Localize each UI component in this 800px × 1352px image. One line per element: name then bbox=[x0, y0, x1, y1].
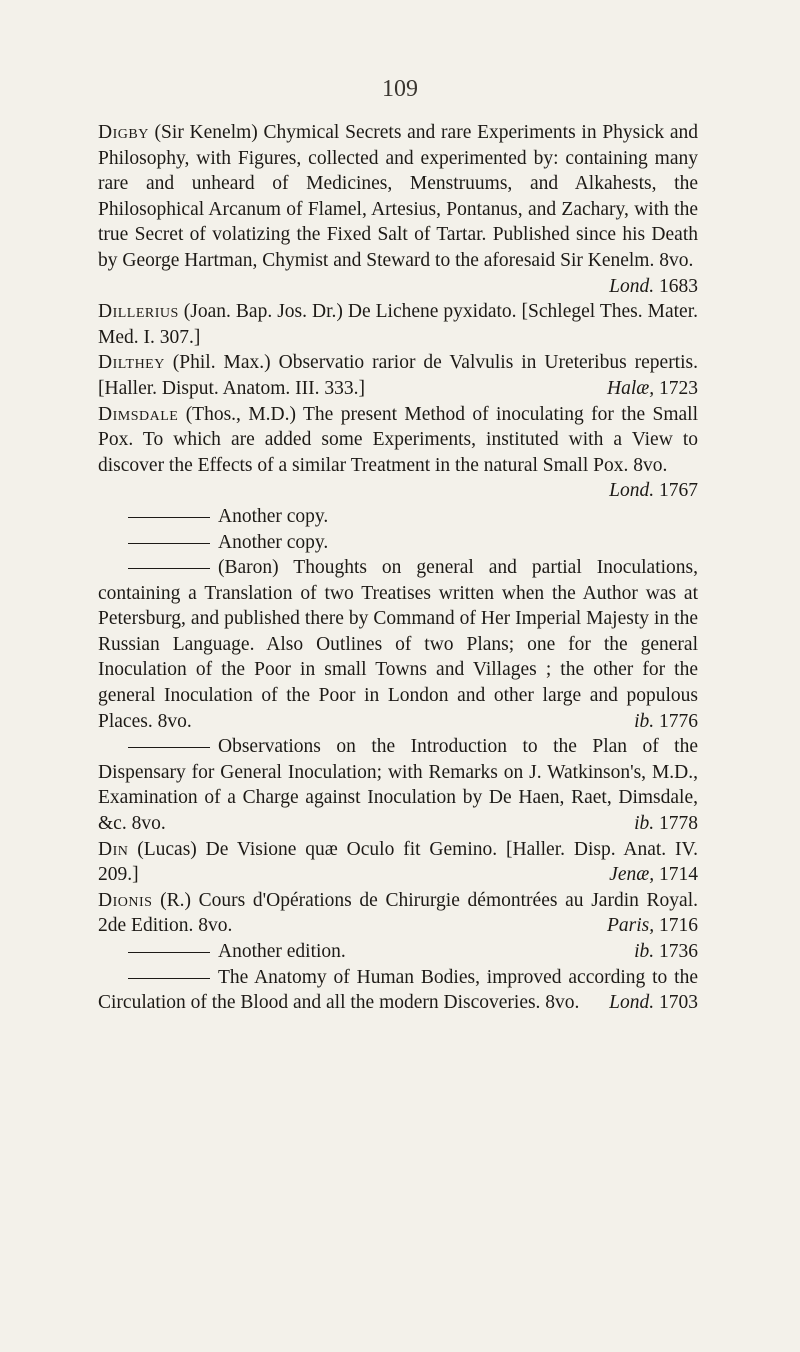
catalogue-entry bbox=[98, 734, 698, 836]
entry-imprint bbox=[609, 478, 698, 504]
ditto-rule bbox=[128, 543, 210, 544]
catalogue-entry bbox=[98, 120, 698, 297]
entry-heading: Dilthey bbox=[98, 352, 165, 374]
imprint-place: ib. bbox=[634, 710, 655, 732]
entry-heading: Digby bbox=[98, 122, 149, 143]
entry-text: (Joan. Bap. Jos. Dr.) De Lichene pyxidato. [Schlegel Thes. Mater. Med. I. 307.] bbox=[98, 301, 698, 348]
entry-heading: Din bbox=[98, 838, 129, 860]
catalogue-entry bbox=[98, 939, 698, 965]
entry-imprint bbox=[607, 376, 698, 402]
ditto-rule bbox=[128, 747, 210, 748]
catalogue-entry bbox=[98, 299, 698, 350]
catalogue-entry bbox=[98, 837, 698, 888]
entry-heading: Dillerius bbox=[98, 301, 179, 323]
imprint-place: Lond. bbox=[609, 992, 655, 1014]
imprint-place: ib. bbox=[634, 813, 655, 835]
imprint-year: 1778 bbox=[659, 813, 698, 835]
catalogue-entry bbox=[98, 350, 698, 401]
catalogue-entry bbox=[98, 504, 698, 530]
imprint-place: Jenæ, bbox=[609, 864, 655, 886]
entry-text: (R.) Cours d'Opérations de Chirurgie démontrées au Jardin Royal. 2de Edition. 8vo. bbox=[98, 889, 698, 937]
entry-imprint bbox=[634, 811, 698, 837]
entry-heading: Dimsdale bbox=[98, 403, 179, 425]
entry-imprint bbox=[609, 274, 698, 300]
entry-heading: Dionis bbox=[98, 889, 153, 911]
entry-text: (Phil. Max.) Observatio rarior de Valvulis in Ureteribus repertis. [Haller. Disput. Anatom. III. 333.] bbox=[98, 352, 698, 399]
ditto-rule bbox=[128, 978, 210, 979]
ditto-rule bbox=[128, 952, 210, 953]
catalogue-entry bbox=[98, 888, 698, 939]
entry-text: (Thos., M.D.) The present Method of inoculating for the Small Pox. To which are added some Experiments, instituted with a View to discover the Effects of a similar Treatment in the natural Small Pox. 8vo. bbox=[98, 403, 698, 476]
entry-text: Another edition. bbox=[218, 941, 346, 962]
imprint-place: ib. bbox=[634, 941, 655, 962]
entry-imprint bbox=[609, 990, 698, 1016]
ditto-rule bbox=[128, 568, 210, 569]
entry-text: (Sir Kenelm) Chymical Secrets and rare Experiments in Physick and Philosophy, with Figures, collected and experimented by: containing many rare and unheard of Medicines, Menstruums, and Alkahests, the Philosophical Arcanum of Flamel, Artesius, Pontanus, and Zachary, with the true Secret of volatizing the Fixed Salt of Tartar. Published since his Death by George Hartman, Chymist and Steward to the aforesaid Sir Kenelm. 8vo. bbox=[98, 122, 698, 271]
imprint-year: 1776 bbox=[659, 710, 698, 732]
imprint-place: Halæ, bbox=[606, 377, 655, 399]
imprint-place: Paris, bbox=[606, 915, 655, 937]
imprint-year: 1703 bbox=[659, 992, 698, 1014]
entry-text: Another copy. bbox=[218, 531, 329, 553]
imprint-year: 1683 bbox=[659, 275, 698, 297]
catalogue-entries bbox=[98, 120, 698, 1016]
entry-text: (Baron) Thoughts on general and partial Inoculations, containing a Translation of two Treatises written when the Author was at Petersburg, and published there by Command of Her Imperial Majesty in the Russian Language. Also Outlines of two Plans; one for the general Inoculation of the Poor in small Towns and Villages ; the other for the general Inoculation of the Poor in London and other large and populous Places. 8vo. bbox=[98, 557, 698, 732]
catalogue-entry bbox=[98, 555, 698, 734]
imprint-place: Lond. bbox=[609, 480, 655, 502]
entry-text: The Anatomy of Human Bodies, improved according to the Circulation of the Blood and all the modern Discoveries. 8vo. bbox=[98, 966, 698, 1014]
entry-imprint bbox=[609, 862, 698, 888]
imprint-year: 1723 bbox=[659, 377, 698, 399]
entry-imprint bbox=[634, 709, 698, 735]
catalogue-entry bbox=[98, 530, 698, 556]
entry-imprint bbox=[634, 939, 698, 965]
catalogue-entry bbox=[98, 402, 698, 502]
imprint-year: 1736 bbox=[659, 941, 698, 962]
catalogue-entry bbox=[98, 965, 698, 1016]
entry-text: Another copy. bbox=[218, 505, 329, 527]
entry-text: (Lucas) De Visione quæ Oculo fit Gemino. [Haller. Disp. Anat. IV. 209.] bbox=[98, 838, 698, 886]
imprint-place: Lond. bbox=[609, 275, 655, 297]
imprint-year: 1767 bbox=[659, 480, 698, 502]
page-number: 109 bbox=[382, 76, 418, 102]
entry-imprint bbox=[607, 913, 698, 939]
imprint-year: 1716 bbox=[659, 915, 698, 937]
ditto-rule bbox=[128, 517, 210, 518]
entry-text: Observations on the Introduction to the Plan of the Dispensary for General Inoculation; with Remarks on J. Watkinson's, M.D., Examination of a Charge against Inoculation by De Haen, Raet, Dimsdale, &c. 8vo. bbox=[98, 736, 698, 835]
imprint-year: 1714 bbox=[659, 864, 698, 886]
